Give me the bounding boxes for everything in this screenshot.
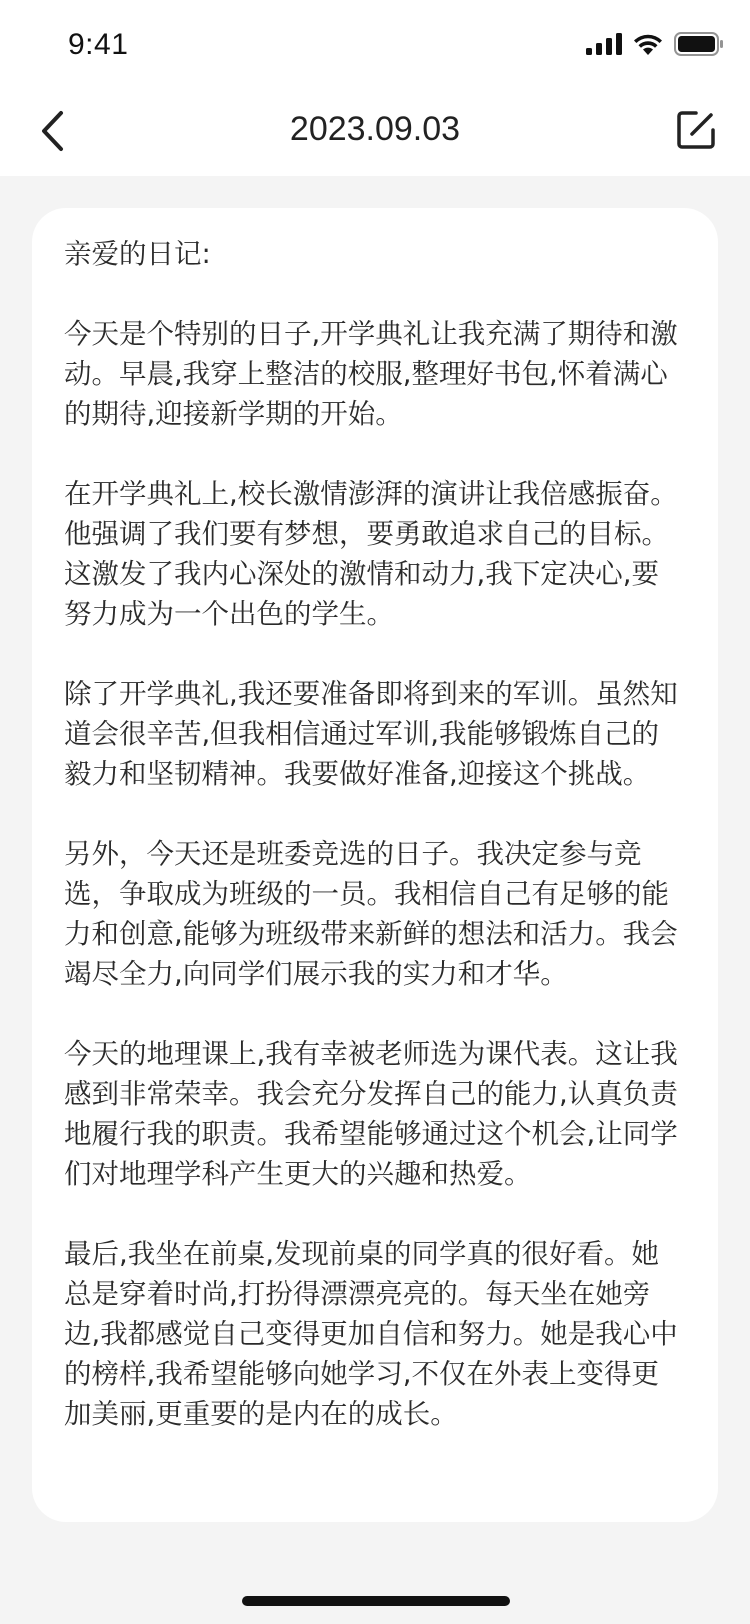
battery-icon bbox=[674, 32, 724, 56]
diary-paragraph-3: 除了开学典礼,我还要准备即将到来的军训。虽然知道会很辛苦,但我相信通过军训,我能够锻炼自己的毅力和坚韧精神。我要做好准备,迎接这个挑战。 bbox=[64, 678, 678, 790]
header-area bbox=[0, 0, 750, 176]
status-icons bbox=[586, 32, 724, 56]
home-indicator[interactable] bbox=[242, 1596, 510, 1606]
signal-icon bbox=[586, 33, 622, 55]
status-bar bbox=[0, 0, 750, 88]
edit-button[interactable] bbox=[672, 106, 720, 154]
diary-paragraph-2: 在开学典礼上,校长激情澎湃的演讲让我倍感振奋。他强调了我们要有梦想，要勇敢追求自己的目标。这激发了我内心深处的激情和动力,我下定决心,要努力成为一个出色的学生。 bbox=[64, 478, 678, 630]
diary-paragraph-1: 今天是个特别的日子,开学典礼让我充满了期待和激动。早晨,我穿上整洁的校服,整理好书包,怀着满心的期待,迎接新学期的开始。 bbox=[64, 318, 678, 430]
diary-paragraph-6: 最后,我坐在前桌,发现前桌的同学真的很好看。她总是穿着时尚,打扮得漂漂亮亮的。每天坐在她旁边,我都感觉自己变得更加自信和努力。她是我心中的榜样,我希望能够向她学习,不仅在外表上变得更加美丽,更重要的是内在的成长。 bbox=[64, 1238, 678, 1430]
navigation-bar bbox=[0, 88, 750, 176]
diary-text bbox=[64, 234, 686, 1434]
edit-icon bbox=[676, 110, 716, 150]
wifi-icon bbox=[632, 33, 664, 56]
diary-content-card bbox=[32, 208, 718, 1522]
diary-paragraph-4: 另外，今天还是班委竞选的日子。我决定参与竞选，争取成为班级的一员。我相信自己有足够的能力和创意,能够为班级带来新鲜的想法和活力。我会竭尽全力,向同学们展示我的实力和才华。 bbox=[64, 838, 678, 990]
status-time: 9:41 bbox=[68, 28, 129, 61]
page-title: 2023.09.03 bbox=[289, 110, 461, 148]
diary-greeting: 亲爱的日记: bbox=[64, 238, 211, 270]
diary-paragraph-5: 今天的地理课上,我有幸被老师选为课代表。这让我感到非常荣幸。我会充分发挥自己的能力,认真负责地履行我的职责。我希望能够通过这个机会,让同学们对地理学科产生更大的兴趣和热爱。 bbox=[64, 1038, 678, 1190]
